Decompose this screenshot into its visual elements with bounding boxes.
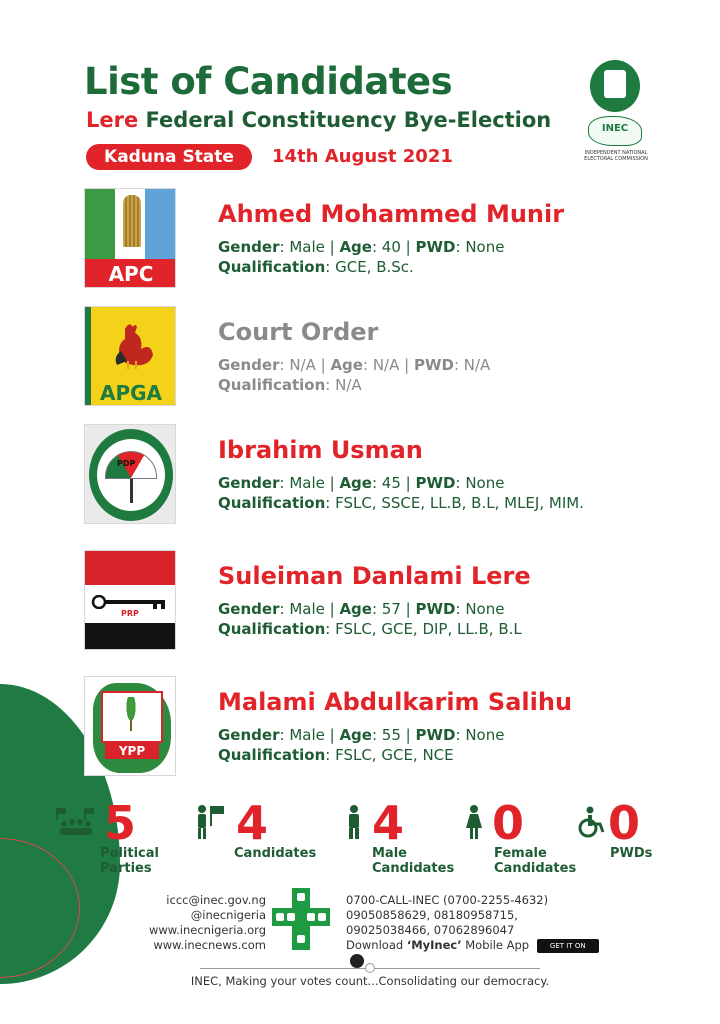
political-parties-icon xyxy=(54,806,98,836)
apc-party-logo xyxy=(84,188,176,288)
female-icon xyxy=(464,804,484,840)
candidate-demographics: Gender: Male | Age: 57 | PWD: None xyxy=(218,600,505,618)
prp-party-logo xyxy=(84,550,176,650)
inec-caption: INDEPENDENT NATIONAL ELECTORAL COMMISSION xyxy=(584,150,648,162)
pwd-value: None xyxy=(465,474,505,492)
facebook-icon xyxy=(307,913,315,921)
party-acronym: APGA xyxy=(99,381,163,405)
gender-value: Male xyxy=(289,474,325,492)
contact-cross-icon xyxy=(272,888,330,950)
qualification-value: FSLC, GCE, DIP, LL.B, B.L xyxy=(335,620,522,638)
stat-value: 4 xyxy=(236,796,269,850)
ypp-party-logo xyxy=(84,676,176,776)
pwd-value: None xyxy=(465,726,505,744)
candidate-demographics: Gender: Male | Age: 40 | PWD: None xyxy=(218,238,505,256)
page-title: List of Candidates xyxy=(84,60,453,103)
broom-icon xyxy=(123,195,141,247)
stat-label: Female Candidates xyxy=(494,846,577,876)
coat-of-arms-icon xyxy=(590,60,640,112)
twitter-icon xyxy=(276,913,284,921)
candidate-name: Court Order xyxy=(218,318,379,346)
phone-numbers-line-1: 09050858629, 08180958715, xyxy=(346,908,518,922)
contact-links xyxy=(140,893,266,953)
stat-value: 0 xyxy=(492,796,525,850)
age-value: N/A xyxy=(372,356,400,374)
app-download: Download ‘MyInec’ Mobile App GET IT ON Google Play xyxy=(346,938,606,968)
election-date: 14th August 2021 xyxy=(272,146,453,167)
stat-label: PWDs xyxy=(610,846,653,861)
age-value: 55 xyxy=(381,726,401,744)
google-play-badge[interactable]: GET IT ON Google Play xyxy=(537,939,599,953)
blackberry-icon[interactable] xyxy=(350,954,364,968)
age-value: 57 xyxy=(381,600,401,618)
website-link[interactable]: www.inecnigeria.org xyxy=(148,923,266,937)
pwd-value: N/A xyxy=(463,356,491,374)
candidate-card xyxy=(84,676,684,780)
candidate-qualification: Qualification: N/A xyxy=(218,376,362,394)
candidate-qualification: Qualification: FSLC, GCE, NCE xyxy=(218,746,454,764)
phone-icon xyxy=(318,913,326,921)
qualification-value: GCE, B.Sc. xyxy=(335,258,414,276)
stat-label: Candidates xyxy=(234,846,317,861)
wheelchair-icon xyxy=(576,806,606,838)
gender-value: N/A xyxy=(289,356,316,374)
stat-value: 0 xyxy=(608,796,641,850)
footer-slogan: INEC, Making your votes count...Consolidating our democracy. xyxy=(190,974,550,988)
stat-label: Political Parties xyxy=(100,846,159,876)
candidate-name: Ahmed Mohammed Munir xyxy=(218,200,565,228)
email-icon xyxy=(297,893,305,901)
candidate-name: Malami Abdulkarim Salihu xyxy=(218,688,573,716)
candidate-demographics: Gender: Male | Age: 45 | PWD: None xyxy=(218,474,505,492)
news-link[interactable]: www.inecnews.com xyxy=(153,938,266,952)
stat-value: 5 xyxy=(104,796,137,850)
cockerel-icon xyxy=(107,321,155,371)
party-acronym: PDP xyxy=(117,459,136,468)
gender-value: Male xyxy=(289,600,325,618)
candidate-qualification: Qualification: GCE, B.Sc. xyxy=(218,258,414,276)
male-icon xyxy=(344,804,364,840)
candidate-card xyxy=(84,550,684,654)
election-type: Federal Constituency Bye-Election xyxy=(145,108,552,132)
instagram-icon xyxy=(287,913,295,921)
inec-logo xyxy=(582,60,648,170)
candidates-icon xyxy=(192,804,228,840)
candidate-qualification: Qualification: FSLC, SSCE, LL.B, B.L, MLEJ, MIM. xyxy=(218,494,584,512)
qualification-value: N/A xyxy=(335,376,362,394)
state-badge: Kaduna State xyxy=(86,144,252,170)
call-center-number[interactable]: 0700-CALL-INEC (0700-2255-4632) xyxy=(346,893,549,907)
apga-party-logo xyxy=(84,306,176,406)
constituency-name: Lere xyxy=(86,108,139,132)
divider-dot-icon xyxy=(365,963,375,973)
qualification-value: FSLC, SSCE, LL.B, B.L, MLEJ, MIM. xyxy=(335,494,584,512)
candidate-card xyxy=(84,188,684,292)
pwd-value: None xyxy=(465,600,505,618)
candidate-demographics: Gender: Male | Age: 55 | PWD: None xyxy=(218,726,505,744)
key-icon xyxy=(91,595,171,609)
candidate-qualification: Qualification: FSLC, GCE, DIP, LL.B, B.L xyxy=(218,620,522,638)
age-value: 40 xyxy=(381,238,401,256)
email-link[interactable]: iccc@inec.gov.ng xyxy=(166,893,266,907)
stat-label: Male Candidates xyxy=(372,846,455,876)
party-acronym: YPP xyxy=(105,743,159,759)
candidate-name: Suleiman Danlami Lere xyxy=(218,562,531,590)
age-value: 45 xyxy=(381,474,401,492)
contact-phones xyxy=(346,893,606,968)
gender-value: Male xyxy=(289,238,325,256)
qualification-value: FSLC, GCE, NCE xyxy=(335,746,454,764)
pdp-party-logo xyxy=(84,424,176,524)
page-subtitle xyxy=(86,108,551,132)
phone-numbers-line-2: 09025038466, 07062896047 xyxy=(346,923,515,937)
plant-icon xyxy=(123,697,139,731)
candidate-demographics: Gender: N/A | Age: N/A | PWD: N/A xyxy=(218,356,491,374)
inec-logo-text: INEC xyxy=(601,123,629,134)
party-acronym: APC xyxy=(85,259,176,288)
nigeria-map-icon xyxy=(588,116,642,146)
social-handle[interactable]: @inecnigeria xyxy=(190,908,266,922)
gender-value: Male xyxy=(289,726,325,744)
globe-icon xyxy=(297,935,305,943)
stat-value: 4 xyxy=(372,796,405,850)
pwd-value: None xyxy=(465,238,505,256)
candidate-card xyxy=(84,306,684,410)
candidate-card xyxy=(84,424,684,528)
candidate-name: Ibrahim Usman xyxy=(218,436,423,464)
party-acronym: PRP xyxy=(121,609,139,618)
